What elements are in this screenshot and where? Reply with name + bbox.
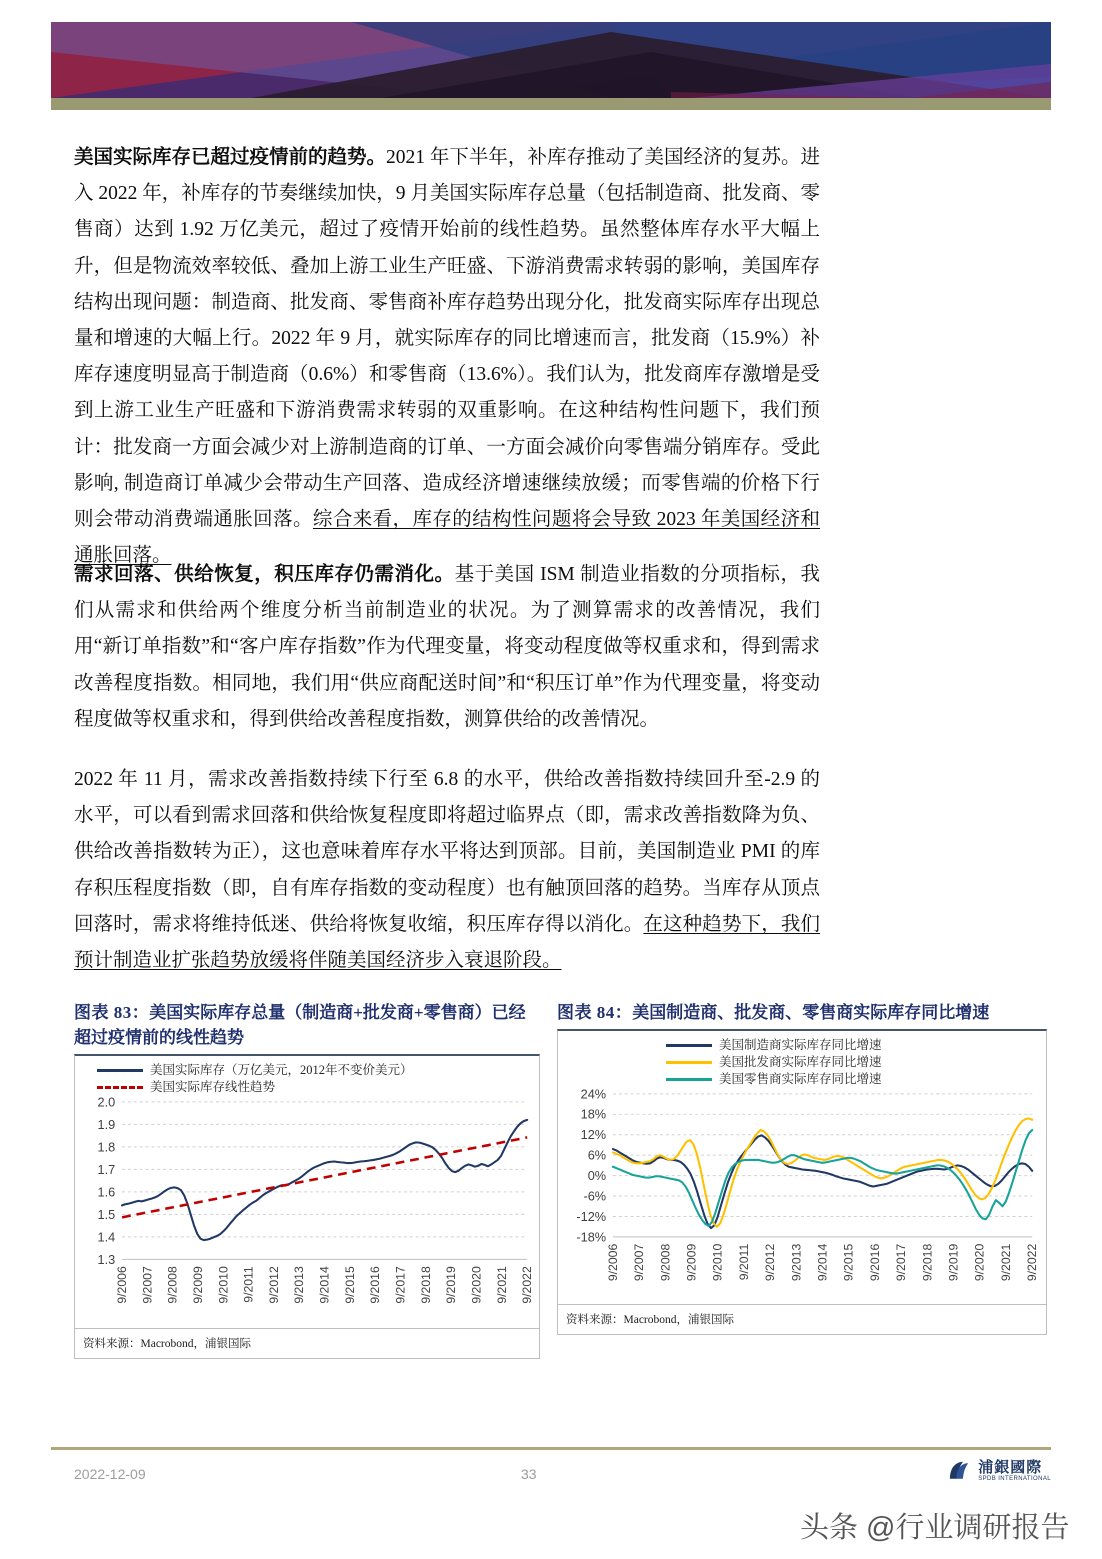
- footer-divider: [51, 1447, 1051, 1450]
- svg-text:9/2008: 9/2008: [658, 1243, 673, 1282]
- legend-item-wholesaler: [666, 1054, 1042, 1071]
- footer: [51, 1456, 1051, 1502]
- svg-text:9/2020: 9/2020: [972, 1243, 987, 1282]
- svg-text:9/2015: 9/2015: [342, 1266, 357, 1304]
- exhibit-83-source: 资料来源：Macrobond，浦银国际: [75, 1328, 539, 1358]
- legend-item-real-inventory: [97, 1062, 535, 1079]
- svg-text:2.0: 2.0: [97, 1096, 116, 1110]
- exhibit-83-number: 图表 83：: [74, 1003, 150, 1022]
- svg-text:-18%: -18%: [576, 1229, 607, 1245]
- legend-label-linear-trend: 美国实际库存线性趋势: [150, 1080, 276, 1094]
- watermark: 头条 @行业调研报告: [800, 1512, 1070, 1544]
- svg-text:9/2022: 9/2022: [520, 1266, 535, 1304]
- exhibit-84-legend: [562, 1037, 1042, 1088]
- svg-text:9/2006: 9/2006: [605, 1243, 620, 1282]
- paragraph-nov-2022-index: [74, 762, 820, 979]
- footer-logo-en: SPDB INTERNATIONAL: [978, 1475, 1051, 1482]
- svg-text:9/2013: 9/2013: [292, 1266, 307, 1304]
- footer-page-number: 33: [521, 1466, 537, 1482]
- svg-text:9/2008: 9/2008: [165, 1266, 180, 1304]
- svg-text:9/2010: 9/2010: [216, 1266, 231, 1304]
- paragraph-demand-supply: [74, 557, 820, 738]
- svg-text:24%: 24%: [580, 1088, 607, 1102]
- svg-text:9/2009: 9/2009: [684, 1243, 699, 1282]
- legend-swatch-yellow-icon: [666, 1061, 712, 1064]
- paragraph-3-body: 2022 年 11 月，需求改善指数持续下行至 6.8 的水平，供给改善指数持续回升至-2.9 的水平，可以看到需求回落和供给恢复程度即将超过临界点（即，需求改善指数降为负、供给改善指数转为正），这也意味着库存水平将达到顶部。目前，美国制造业 PMI 的库存积压程度指数（即，自有库存指数的变动程度）也有触顶回落的趋势。当库存从顶点回落时，需求将维持低迷、供给将恢复收缩，积压库存得以消化。: [74, 769, 820, 935]
- svg-text:9/2006: 9/2006: [114, 1266, 129, 1304]
- exhibit-84-box: [557, 1029, 1047, 1335]
- exhibit-84: [557, 1000, 1047, 1335]
- exhibit-83-title-text: 美国实际库存总量（制造商+批发商+零售商）已经超过疫情前的线性趋势: [74, 1003, 526, 1047]
- legend-item-linear-trend: [97, 1079, 535, 1096]
- exhibit-84-title: [557, 1000, 1047, 1025]
- svg-text:9/2011: 9/2011: [241, 1266, 256, 1303]
- svg-text:9/2016: 9/2016: [867, 1243, 882, 1282]
- legend-label-real-inventory: 美国实际库存（万亿美元，2012年不变价美元）: [150, 1063, 413, 1077]
- legend-swatch-teal-icon: [666, 1078, 712, 1081]
- svg-text:1.6: 1.6: [97, 1184, 116, 1200]
- paragraph-2-body: 基于美国 ISM 制造业指数的分项指标，我们从需求和供给两个维度分析当前制造业的状况。为了测算需求的改善情况，我们用“新订单指数”和“客户库存指数”作为代理变量，将变动程度做等权重求和，得到需求改善程度指数。相同地，我们用“供应商配送时间”和“积压订单”作为代理变量，将变动程度做等权重求和，得到供给改善程度指数，测算供给的改善情况。: [74, 564, 820, 730]
- exhibit-83: [74, 1000, 540, 1359]
- footer-logo-cn: 浦銀國際: [978, 1459, 1043, 1476]
- footer-date: 2022-12-09: [74, 1466, 146, 1482]
- exhibit-84-source: 资料来源：Macrobond，浦银国际: [558, 1304, 1046, 1334]
- svg-text:9/2014: 9/2014: [317, 1266, 332, 1304]
- legend-swatch-navy-icon: [666, 1044, 712, 1047]
- svg-text:9/2015: 9/2015: [841, 1243, 856, 1282]
- header-banner: [51, 22, 1051, 110]
- svg-text:9/2009: 9/2009: [190, 1266, 205, 1304]
- svg-text:1.9: 1.9: [97, 1116, 116, 1132]
- svg-text:18%: 18%: [580, 1106, 607, 1122]
- svg-text:1.5: 1.5: [97, 1206, 116, 1222]
- legend-item-manufacturer: [666, 1037, 1042, 1054]
- exhibit-83-box: [74, 1054, 540, 1359]
- svg-text:1.7: 1.7: [97, 1161, 116, 1177]
- svg-text:9/2018: 9/2018: [418, 1266, 433, 1304]
- svg-text:9/2017: 9/2017: [393, 1266, 408, 1304]
- svg-text:9/2021: 9/2021: [998, 1243, 1013, 1282]
- footer-logo: [946, 1458, 1051, 1484]
- svg-text:9/2019: 9/2019: [444, 1266, 459, 1304]
- banner-geometric-art: [51, 22, 1051, 110]
- svg-text:1.4: 1.4: [97, 1229, 116, 1245]
- svg-text:9/2018: 9/2018: [920, 1243, 935, 1282]
- svg-text:9/2017: 9/2017: [894, 1243, 909, 1282]
- svg-text:12%: 12%: [580, 1127, 607, 1143]
- paragraph-3-underlined: 在这种趋势下，我们预计制造业扩张趋势放缓将伴随美国经济步入衰退阶段。: [74, 913, 820, 972]
- svg-text:9/2020: 9/2020: [469, 1266, 484, 1304]
- svg-text:9/2011: 9/2011: [736, 1243, 751, 1281]
- svg-text:9/2007: 9/2007: [632, 1243, 647, 1282]
- legend-label-manufacturer: 美国制造商实际库存同比增速: [719, 1038, 882, 1052]
- paragraph-1-lead: 美国实际库存已超过疫情前的趋势。: [74, 147, 387, 168]
- paragraph-1-body: 2021 年下半年，补库存推动了美国经济的复苏。进入 2022 年，补库存的节奏继续加快，9 月美国实际库存总量（包括制造商、批发商、零售商）达到 1.92 万亿美元，超过了疫情开始前的线性趋势。虽然整体库存水平大幅上升，但是物流效率较低、叠加上游工业生产旺盛、下游消费需求转弱的影响，美国库存结构出现问题：制造商、批发商、零售商补库存趋势出现分化，批发商实际库存出现总量和增速的大幅上行。2022 年 9 月，就实际库存的同比增速而言，批发商（15.9%）补库存速度明显高于制造商（0.6%）和零售商（13.6%）。我们认为，批发商库存激增是受到上游工业生产旺盛和下游消费需求转弱的双重影响。在这种结构性问题下，我们预计：批发商一方面会减少对上游制造商的订单、一方面会减价向零售端分销库存。受此影响, 制造商订单减少会带动生产回落、造成经济增速继续放缓；而零售端的价格下行则会带动消费端通胀回落。: [74, 147, 820, 531]
- svg-text:9/2007: 9/2007: [140, 1266, 155, 1304]
- svg-text:9/2013: 9/2013: [789, 1243, 804, 1282]
- legend-swatch-solid-navy-icon: [97, 1069, 143, 1072]
- paragraph-1-underlined: 综合来看，库存的结构性问题将会导致 2023 年美国经济和通胀回落。: [74, 509, 820, 567]
- svg-text:9/2014: 9/2014: [815, 1243, 830, 1282]
- svg-text:-12%: -12%: [576, 1208, 607, 1224]
- svg-text:9/2022: 9/2022: [1025, 1243, 1040, 1282]
- exhibit-83-legend: [79, 1062, 535, 1096]
- legend-item-retailer: [666, 1071, 1042, 1088]
- exhibit-84-chart: [562, 1088, 1042, 1302]
- paragraph-inventory-trend: [74, 140, 820, 574]
- svg-text:-6%: -6%: [583, 1188, 607, 1204]
- svg-text:9/2019: 9/2019: [946, 1243, 961, 1282]
- svg-text:9/2012: 9/2012: [763, 1243, 778, 1282]
- svg-text:1.8: 1.8: [97, 1139, 116, 1155]
- exhibit-83-title: [74, 1000, 540, 1050]
- legend-label-retailer: 美国零售商实际库存同比增速: [719, 1072, 882, 1086]
- legend-swatch-dashed-red-icon: [97, 1086, 143, 1089]
- svg-text:9/2021: 9/2021: [494, 1266, 509, 1304]
- exhibit-84-title-text: 美国制造商、批发商、零售商实际库存同比增速: [632, 1003, 990, 1022]
- paragraph-2-lead: 需求回落、供给恢复，积压库存仍需消化。: [74, 564, 455, 585]
- svg-text:9/2010: 9/2010: [710, 1243, 725, 1282]
- svg-text:9/2016: 9/2016: [368, 1266, 383, 1304]
- svg-text:9/2012: 9/2012: [266, 1266, 281, 1304]
- svg-text:0%: 0%: [587, 1168, 607, 1184]
- spdb-logo-icon: [946, 1458, 972, 1484]
- exhibit-84-number: 图表 84：: [557, 1003, 633, 1022]
- exhibit-83-chart: [79, 1096, 535, 1326]
- svg-text:6%: 6%: [587, 1147, 607, 1163]
- svg-text:1.3: 1.3: [97, 1251, 116, 1267]
- legend-label-wholesaler: 美国批发商实际库存同比增速: [719, 1055, 882, 1069]
